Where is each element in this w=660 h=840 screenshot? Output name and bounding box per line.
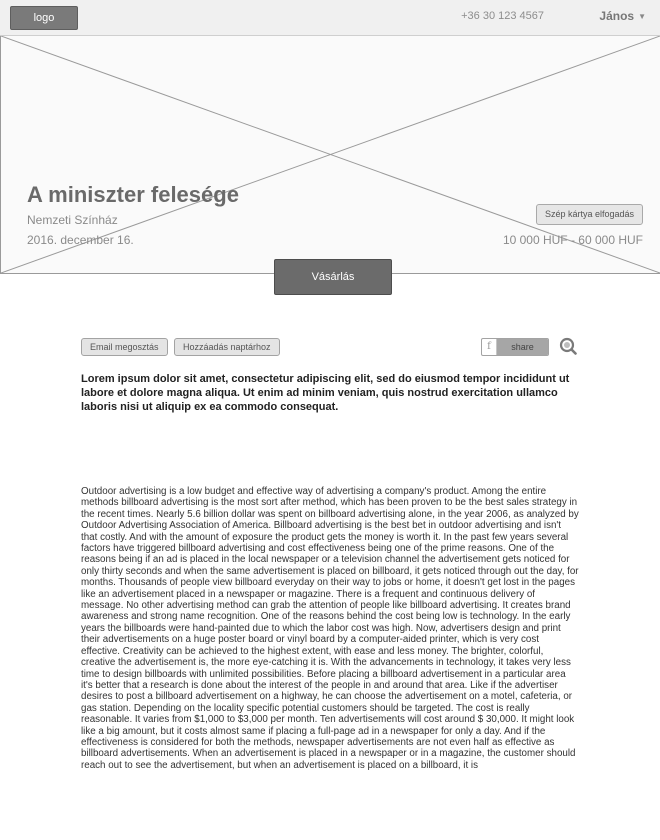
event-date: 2016. december 16. xyxy=(27,233,134,247)
logo[interactable]: logo xyxy=(10,6,78,30)
share-label: share xyxy=(497,339,548,355)
body-text: Outdoor advertising is a low budget and effective way of advertising a company's product. Among the entire methods billboard advertising is the most sort after method, which has been proven to be the best sales strategy in the recent times. Nearly 5.6 billion dollar was spent on billboard advertising alone, in the year 2006, as analyzed by Outdoor Advertising Association of America. Billboard advertising is the best bet in outdoor advertising and isn't that costly. And with the amount of exposure the product gets the money is worth it. In the past few years several factors have triggered billboard advertising and cost effectiveness being one of the prime reasons. One of the reasons being if an ad is placed in the local newspaper or a television channel the advertisement gets noticed for only thirty seconds and when the same advertisement is placed on billboard, it gets noticed through out the day, for months. Thousands of people view billboard everyday on their way to jobs or home, it doesn't get lost in the pages like an advertisement placed in a newspaper or magazine. There is a frequent and continuous delivery of message. No other advertising method can grab the attention of people like billboard advertising. It creates brand awareness and strong name recognition. One of the reasons behind the cost being low is technology. In the early years the billboards were hand-painted due to which the labor cost was high. Now, advertisers design and print their advertisements on a huge poster board or vinyl board by a computer-aided printer, which is very cost effective. Creativity can be achieved to the highest extent, with ease and less money. The brighter, colorful, creative the advertisement is, the more eye-catching it is. With the advancements in technology, it takes very less time to design billboards with unlimited possibilities. Before placing a billboard advertisement in a particular area it's better that a research is done about the interest of the people in and around that area. Like if the advertiser desires to post a billboard advertisement on a highway, he can choose the advertisement on a motel, cafeteria, or gas station. Depending on the locality specific potential customers should be targeted. The cost is really reasonable. It varies from $1,000 to $3,000 per month. Ten advertisements will cost around $ 30,000. It might look like a big amount, but it costs almost same if placing a full-page ad in a newspaper for only a day. And if the effectiveness is considered for both the methods, newspaper advertisements are not even half as effective as billboard advertisements. When an advertisement is placed in a newspaper or in a magazine, the customer should reach out to see the advertisement, but when an advertisement is placed on a billboard, it is xyxy=(81,486,579,771)
hero-image-placeholder xyxy=(0,36,660,274)
event-venue: Nemzeti Színház xyxy=(27,213,118,227)
share-button[interactable] xyxy=(481,338,549,356)
user-menu[interactable] xyxy=(599,9,646,23)
buy-button[interactable]: Vásárlás xyxy=(274,259,392,295)
facebook-icon: f xyxy=(482,339,497,355)
szep-card-button[interactable]: Szép kártya elfogadás xyxy=(536,204,643,225)
price-range: 10 000 HUF - 60 000 HUF xyxy=(502,233,643,247)
user-name: János xyxy=(599,9,635,23)
email-share-button[interactable]: Email megosztás xyxy=(81,338,168,356)
chevron-down-icon: ▼ xyxy=(638,11,646,21)
phone-number[interactable]: +36 30 123 4567 xyxy=(461,10,544,22)
add-to-calendar-button[interactable]: Hozzáadás naptárhoz xyxy=(174,338,280,356)
search-icon[interactable] xyxy=(559,337,577,355)
action-bar xyxy=(81,338,578,358)
event-title: A miniszter felesége xyxy=(27,182,239,207)
lead-paragraph: Lorem ipsum dolor sit amet, consectetur adipiscing elit, sed do eiusmod tempor incididunt ut labore et dolore magna aliqua. Ut enim ad minim veniam, quis nostrud exercitation ullamco laboris nisi ut aliquip ex ea commodo consequat. xyxy=(81,373,570,413)
top-bar xyxy=(0,0,660,36)
